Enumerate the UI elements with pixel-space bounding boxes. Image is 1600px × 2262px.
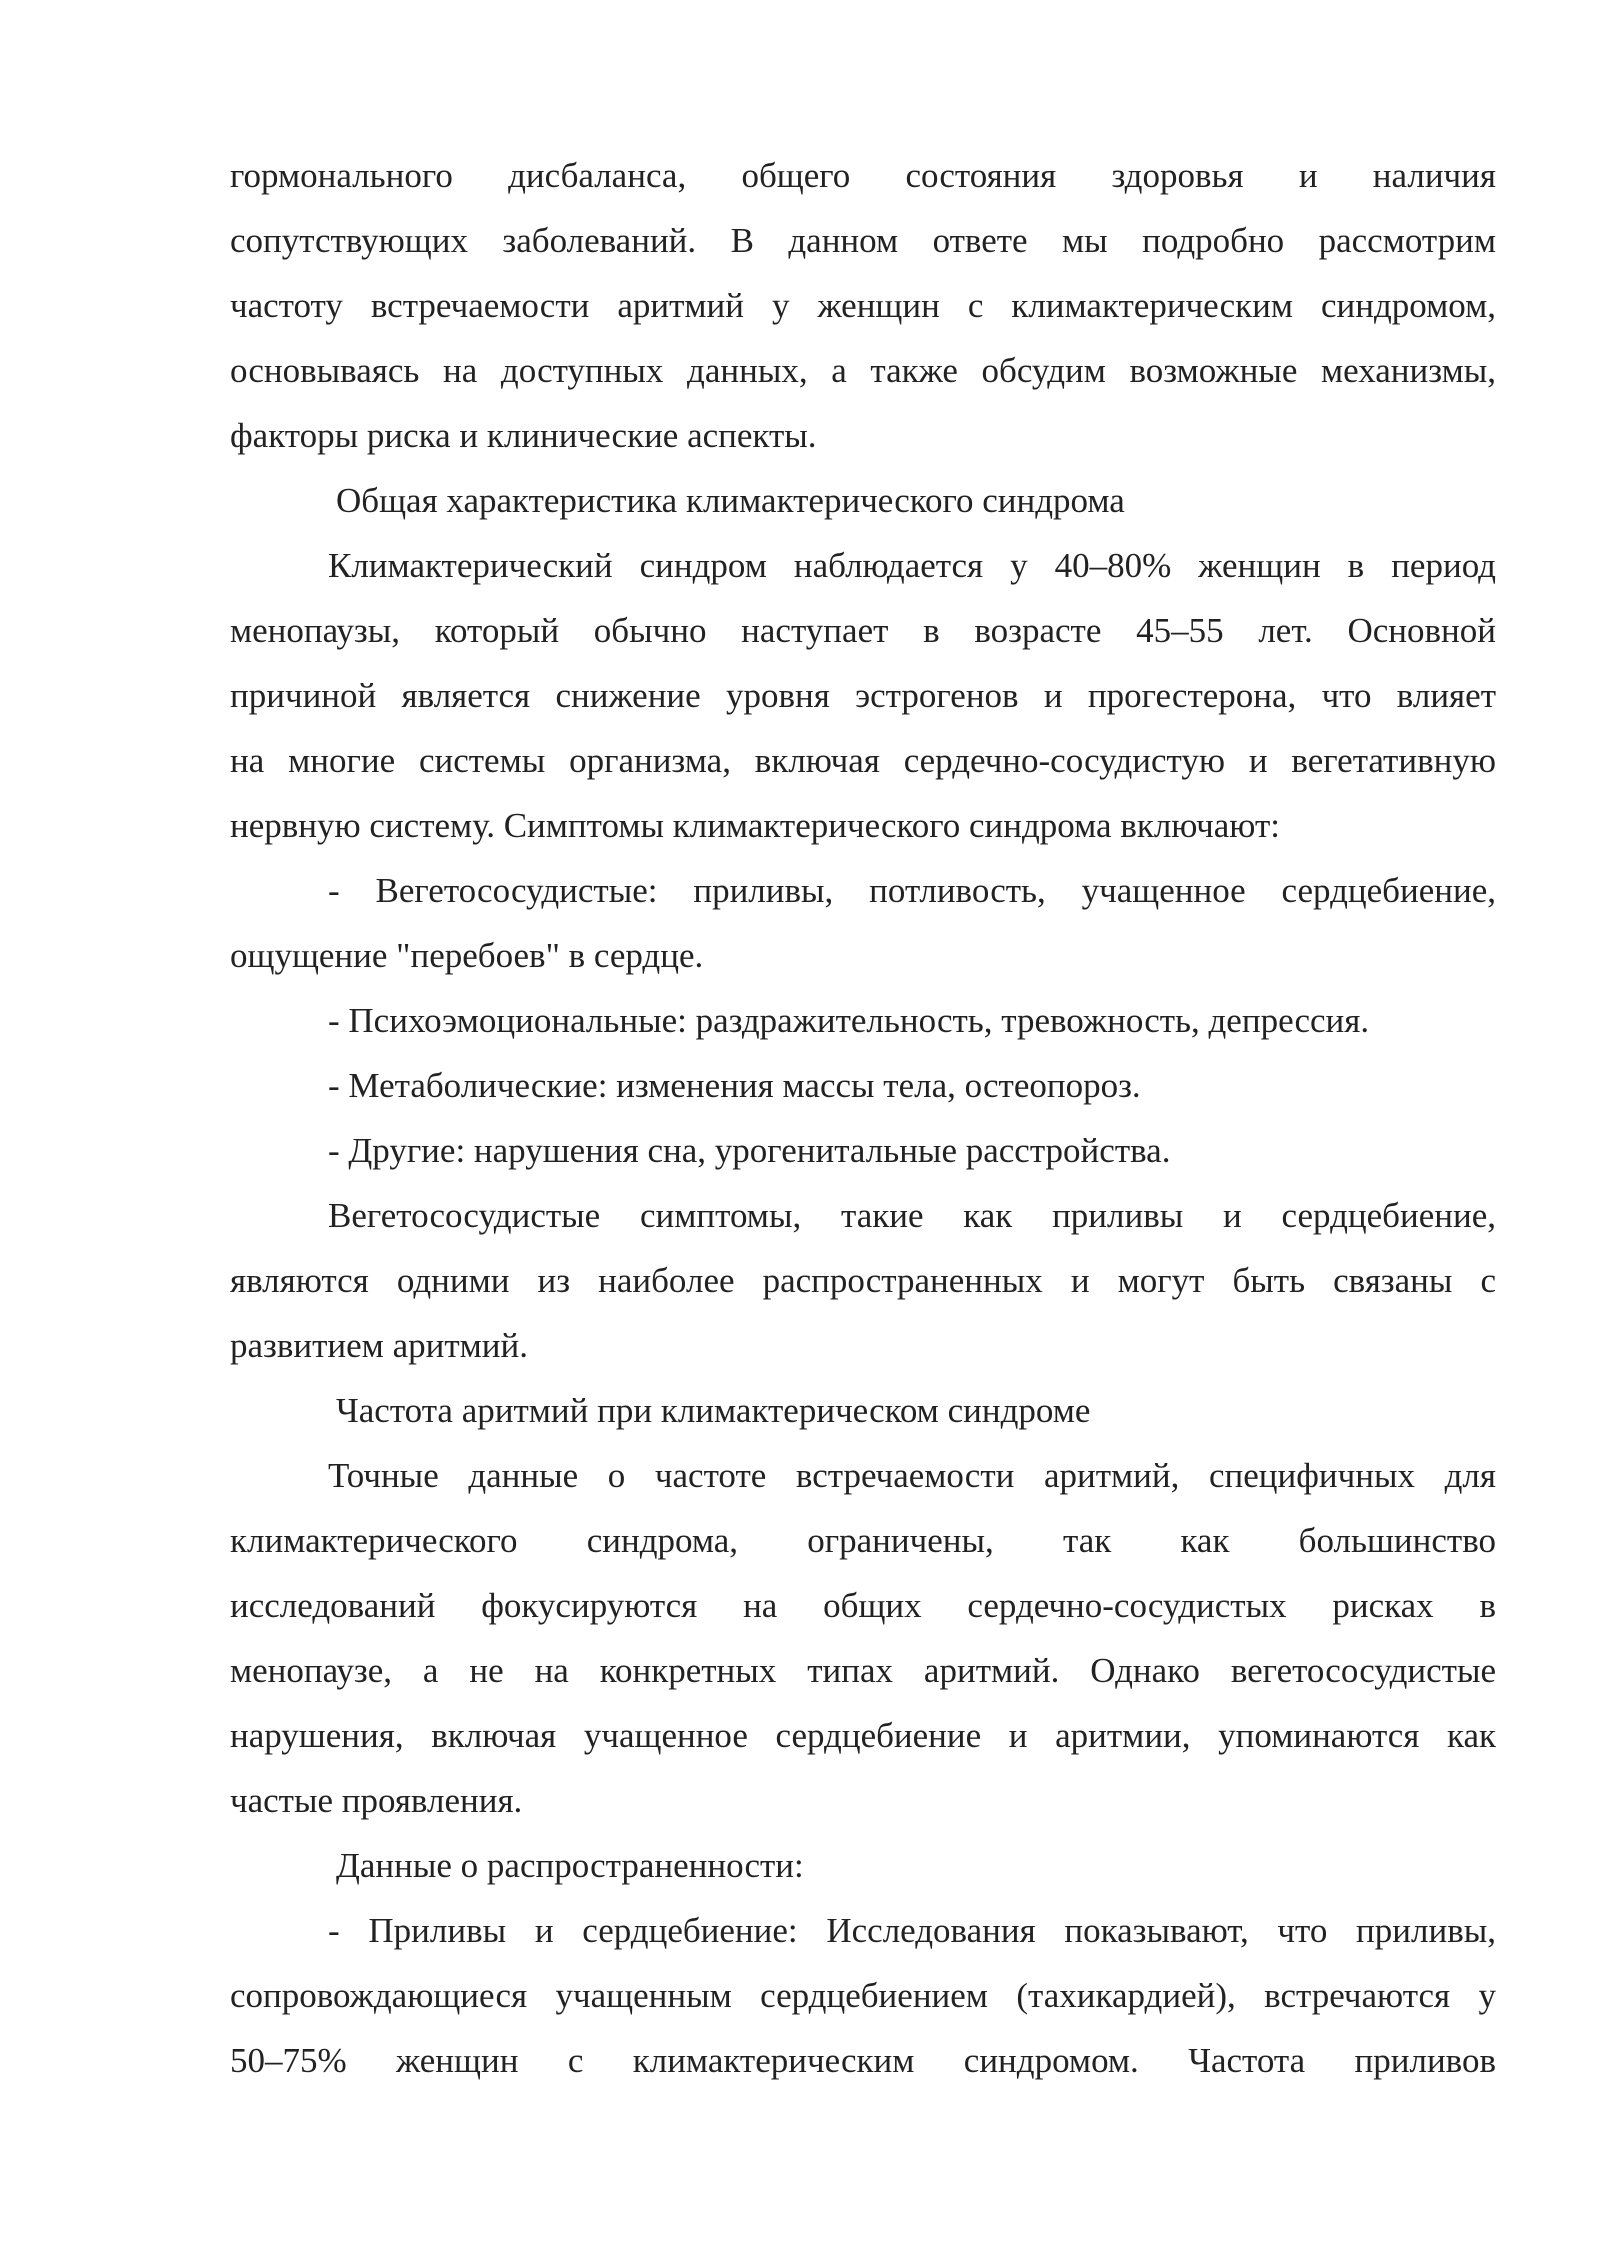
list-item: - Психоэмоциональные: раздражительность, тревожность, депрессия. [328,1001,1370,1040]
text-line: ощущение "перебоев" в сердце. [230,936,704,975]
text-line: на многие системы организма, включая сердечно-сосудистую и вегетативную [230,741,1496,780]
text-line: сопровождающиеся учащенным сердцебиением (тахикардией), встречаются у [230,1976,1496,2015]
list-item: - Другие: нарушения сна, урогенитальные расстройства. [328,1131,1171,1170]
text-line: частоту встречаемости аритмий у женщин с климактерическим синдромом, [230,286,1496,325]
text-line: менопаузе, а не на конкретных типах аритмий. Однако вегетососудистые [230,1651,1496,1690]
text-line: основываясь на доступных данных, а также обсудим возможные механизмы, [230,351,1496,390]
section-heading: Частота аритмий при климактерическом синдроме [336,1391,1091,1430]
list-item: - Приливы и сердцебиение: Исследования показывают, что приливы, [328,1911,1496,1950]
text-line: Климактерический синдром наблюдается у 40–80% женщин в период [328,546,1496,585]
text-line: климактерического синдрома, ограничены, так как большинство [230,1521,1496,1560]
text-line: факторы риска и клинические аспекты. [230,416,817,455]
text-line: развитием аритмий. [230,1326,528,1365]
text-line: менопаузы, который обычно наступает в возрасте 45–55 лет. Основной [230,611,1496,650]
text-line: являются одними из наиболее распространенных и могут быть связаны с [230,1261,1496,1300]
text-line: Вегетососудистые симптомы, такие как приливы и сердцебиение, [328,1196,1496,1235]
section-heading: Данные о распространенности: [336,1846,804,1885]
list-item: - Метаболические: изменения массы тела, остеопороз. [328,1066,1141,1105]
list-item: - Вегетососудистые: приливы, потливость, учащенное сердцебиение, [328,871,1496,910]
text-line: 50–75% женщин с климактерическим синдромом. Частота приливов [230,2041,1496,2080]
text-line: нарушения, включая учащенное сердцебиение и аритмии, упоминаются как [230,1716,1496,1755]
text-line: исследований фокусируются на общих сердечно-сосудистых рисках в [230,1586,1496,1625]
text-line: гормонального дисбаланса, общего состояния здоровья и наличия [230,156,1496,195]
section-heading: Общая характеристика климактерического синдрома [336,481,1125,520]
text-line: нервную систему. Симптомы климактерического синдрома включают: [230,806,1280,845]
text-line: частые проявления. [230,1781,523,1820]
text-line: сопутствующих заболеваний. В данном ответе мы подробно рассмотрим [230,221,1496,260]
text-line: Точные данные о частоте встречаемости аритмий, специфичных для [328,1456,1496,1495]
text-line: причиной является снижение уровня эстрогенов и прогестерона, что влияет [230,676,1496,715]
